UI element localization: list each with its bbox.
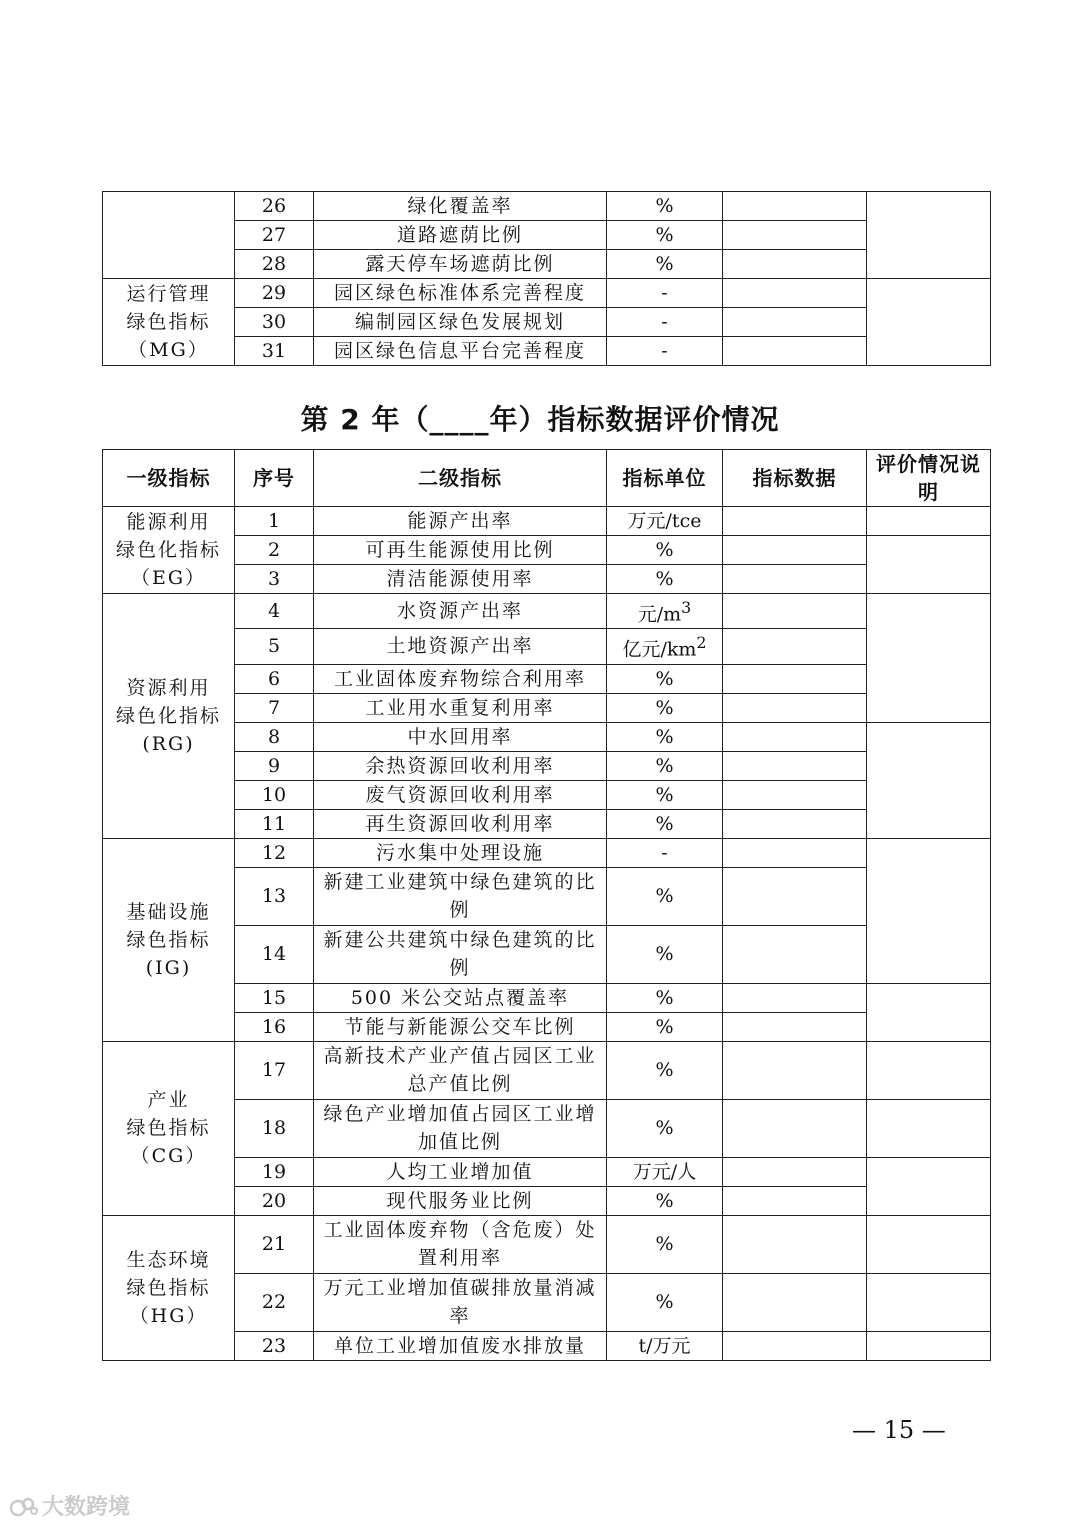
unit-cell: [607, 629, 723, 664]
indicator-name-cell: 园区绿色标准体系完善程度: [314, 279, 607, 308]
data-cell: [723, 925, 867, 983]
data-cell: [723, 308, 867, 337]
eval-cell: [867, 838, 991, 983]
unit-cell: %: [607, 1186, 723, 1215]
data-cell: [723, 867, 867, 925]
seq-cell: 27: [235, 221, 314, 250]
unit-cell: %: [607, 1215, 723, 1273]
eval-cell: [867, 722, 991, 838]
seq-cell: 11: [235, 809, 314, 838]
indicator-name-cell: 人均工业增加值: [314, 1157, 607, 1186]
indicator-name-cell: 工业用水重复利用率: [314, 693, 607, 722]
unit-superscript: 2: [696, 633, 707, 653]
eval-cell: [867, 1099, 991, 1157]
unit-cell: %: [607, 565, 723, 594]
eval-cell: [867, 192, 991, 279]
seq-cell: 18: [235, 1099, 314, 1157]
unit-cell: %: [607, 221, 723, 250]
indicator-name-cell: 再生资源回收利用率: [314, 809, 607, 838]
unit-cell: -: [607, 279, 723, 308]
category-line: 绿色指标: [126, 1276, 211, 1299]
unit-cell: %: [607, 809, 723, 838]
seq-cell: 2: [235, 536, 314, 565]
category-line: 绿色指标: [126, 1117, 211, 1140]
seq-cell: 1: [235, 507, 314, 536]
eval-cell: [867, 1215, 991, 1273]
data-cell: [723, 337, 867, 366]
seq-cell: 22: [235, 1273, 314, 1331]
data-cell: [723, 722, 867, 751]
category-cell-eg: [103, 507, 235, 594]
data-cell: [723, 594, 867, 629]
unit-cell: %: [607, 867, 723, 925]
data-cell: [723, 664, 867, 693]
seq-cell: 16: [235, 1012, 314, 1041]
data-cell: [723, 507, 867, 536]
data-cell: [723, 780, 867, 809]
indicator-name-cell: 节能与新能源公交车比例: [314, 1012, 607, 1041]
header-unit: 指标单位: [607, 450, 723, 507]
eval-cell: [867, 1041, 991, 1099]
seq-cell: 14: [235, 925, 314, 983]
data-cell: [723, 1331, 867, 1360]
category-cell-empty: [103, 192, 235, 279]
unit-cell: -: [607, 838, 723, 867]
eval-cell: [867, 1157, 991, 1215]
category-line: 绿色指标: [126, 311, 211, 333]
category-line: 资源利用: [126, 676, 211, 699]
seq-cell: 23: [235, 1331, 314, 1360]
indicator-name-cell: 水资源产出率: [314, 594, 607, 629]
unit-cell: %: [607, 693, 723, 722]
category-line: （MG）: [128, 339, 209, 361]
category-line: (IG): [145, 956, 192, 979]
data-cell: [723, 809, 867, 838]
indicator-name-cell: 工业固体废弃物综合利用率: [314, 664, 607, 693]
indicator-name-cell: 高新技术产业产值占园区工业总产值比例: [314, 1041, 607, 1099]
category-line: 运行管理: [126, 283, 211, 305]
category-cell-hg: [103, 1215, 235, 1360]
indicator-name-cell: 道路遮荫比例: [314, 221, 607, 250]
data-cell: [723, 250, 867, 279]
seq-cell: 26: [235, 192, 314, 221]
indicator-name-cell: 露天停车场遮荫比例: [314, 250, 607, 279]
unit-cell: %: [607, 1012, 723, 1041]
category-line: 能源利用: [126, 511, 211, 533]
seq-cell: 4: [235, 594, 314, 629]
indicator-name-cell: 能源产出率: [314, 507, 607, 536]
category-line: （HG）: [129, 1304, 208, 1327]
header-eval: 评价情况说明: [867, 450, 991, 507]
seq-cell: 7: [235, 693, 314, 722]
section-title: 第 2 年（____年）指标数据评价情况: [300, 403, 780, 436]
data-cell: [723, 1157, 867, 1186]
category-line: 绿色化指标: [115, 704, 221, 727]
eval-cell: [867, 1273, 991, 1331]
indicator-name-cell: 土地资源产出率: [314, 629, 607, 664]
indicator-name-cell: 清洁能源使用率: [314, 565, 607, 594]
unit-cell: %: [607, 664, 723, 693]
indicator-name-cell: 现代服务业比例: [314, 1186, 607, 1215]
data-cell: [723, 629, 867, 664]
indicator-name-cell: 中水回用率: [314, 722, 607, 751]
seq-cell: 3: [235, 565, 314, 594]
unit-base: 亿元/km: [622, 638, 697, 661]
data-cell: [723, 1012, 867, 1041]
category-cell-ig: [103, 838, 235, 1041]
unit-cell: %: [607, 722, 723, 751]
indicator-name-cell: 万元工业增加值碳排放量消减率: [314, 1273, 607, 1331]
unit-cell: -: [607, 337, 723, 366]
indicator-name-cell: 园区绿色信息平台完善程度: [314, 337, 607, 366]
data-cell: [723, 983, 867, 1012]
unit-cell: %: [607, 192, 723, 221]
data-cell: [723, 1099, 867, 1157]
data-cell: [723, 838, 867, 867]
header-level2: 二级指标: [314, 450, 607, 507]
indicator-name-cell: 余热资源回收利用率: [314, 751, 607, 780]
unit-cell: [607, 594, 723, 629]
seq-cell: 9: [235, 751, 314, 780]
data-cell: [723, 536, 867, 565]
seq-cell: 29: [235, 279, 314, 308]
page-number: — 15 —: [852, 1416, 946, 1444]
seq-cell: 31: [235, 337, 314, 366]
unit-cell: 万元/人: [607, 1157, 723, 1186]
category-line: （CG）: [130, 1145, 207, 1168]
data-cell: [723, 1041, 867, 1099]
category-line: (RG): [142, 732, 195, 755]
unit-cell: t/万元: [607, 1331, 723, 1360]
eval-cell: [867, 279, 991, 366]
data-cell: [723, 565, 867, 594]
unit-cell: -: [607, 308, 723, 337]
data-cell: [723, 279, 867, 308]
data-cell: [723, 1215, 867, 1273]
seq-cell: 8: [235, 722, 314, 751]
unit-cell: %: [607, 925, 723, 983]
category-line: 绿色指标: [126, 928, 211, 951]
indicator-name-cell: 单位工业增加值废水排放量: [314, 1331, 607, 1360]
unit-cell: 万元/tce: [607, 507, 723, 536]
eval-cell: [867, 594, 991, 723]
indicator-evaluation-table: [102, 449, 991, 1361]
indicator-name-cell: 废气资源回收利用率: [314, 780, 607, 809]
unit-cell: %: [607, 1099, 723, 1157]
category-cell-rg: [103, 594, 235, 839]
unit-superscript: 3: [681, 598, 692, 617]
seq-cell: 28: [235, 250, 314, 279]
header-level1: 一级指标: [103, 450, 235, 507]
watermark: [10, 1490, 130, 1521]
data-cell: [723, 693, 867, 722]
indicator-name-cell: 工业固体废弃物（含危废）处置利用率: [314, 1215, 607, 1273]
unit-cell: %: [607, 250, 723, 279]
watermark-text: 大数跨境: [42, 1495, 131, 1520]
seq-cell: 6: [235, 664, 314, 693]
eval-cell: [867, 507, 991, 536]
watermark-logo-icon: [10, 1496, 38, 1518]
seq-cell: 10: [235, 780, 314, 809]
indicator-name-cell: 新建公共建筑中绿色建筑的比例: [314, 925, 607, 983]
eval-cell: [867, 1331, 991, 1360]
data-cell: [723, 751, 867, 780]
seq-cell: 5: [235, 629, 314, 664]
unit-cell: %: [607, 780, 723, 809]
indicator-name-cell: 可再生能源使用比例: [314, 536, 607, 565]
seq-cell: 15: [235, 983, 314, 1012]
header-data: 指标数据: [723, 450, 867, 507]
category-line: 绿色化指标: [115, 539, 221, 561]
unit-cell: %: [607, 1273, 723, 1331]
unit-base: 元/m: [637, 603, 682, 626]
category-line: 生态环境: [126, 1248, 211, 1271]
indicator-name-cell: 绿色产业增加值占园区工业增加值比例: [314, 1099, 607, 1157]
unit-cell: %: [607, 536, 723, 565]
category-cell-cg: [103, 1041, 235, 1215]
unit-cell: %: [607, 751, 723, 780]
category-cell-mg: [103, 279, 235, 366]
header-seq: 序号: [235, 450, 314, 507]
indicator-name-cell: 污水集中处理设施: [314, 838, 607, 867]
category-line: 基础设施: [126, 900, 211, 923]
data-cell: [723, 221, 867, 250]
unit-cell: %: [607, 1041, 723, 1099]
table-header-row: [103, 450, 991, 507]
indicator-name-cell: 500 米公交站点覆盖率: [314, 983, 607, 1012]
indicator-name-cell: 新建工业建筑中绿色建筑的比例: [314, 867, 607, 925]
seq-cell: 20: [235, 1186, 314, 1215]
seq-cell: 19: [235, 1157, 314, 1186]
seq-cell: 30: [235, 308, 314, 337]
indicator-table-continued: [102, 191, 991, 366]
seq-cell: 12: [235, 838, 314, 867]
data-cell: [723, 1186, 867, 1215]
category-line: 产业: [147, 1089, 190, 1112]
eval-cell: [867, 983, 991, 1041]
indicator-name-cell: 编制园区绿色发展规划: [314, 308, 607, 337]
seq-cell: 17: [235, 1041, 314, 1099]
data-cell: [723, 192, 867, 221]
unit-cell: %: [607, 983, 723, 1012]
seq-cell: 21: [235, 1215, 314, 1273]
eval-cell: [867, 536, 991, 594]
indicator-name-cell: 绿化覆盖率: [314, 192, 607, 221]
seq-cell: 13: [235, 867, 314, 925]
data-cell: [723, 1273, 867, 1331]
category-line: （EG）: [130, 567, 207, 589]
